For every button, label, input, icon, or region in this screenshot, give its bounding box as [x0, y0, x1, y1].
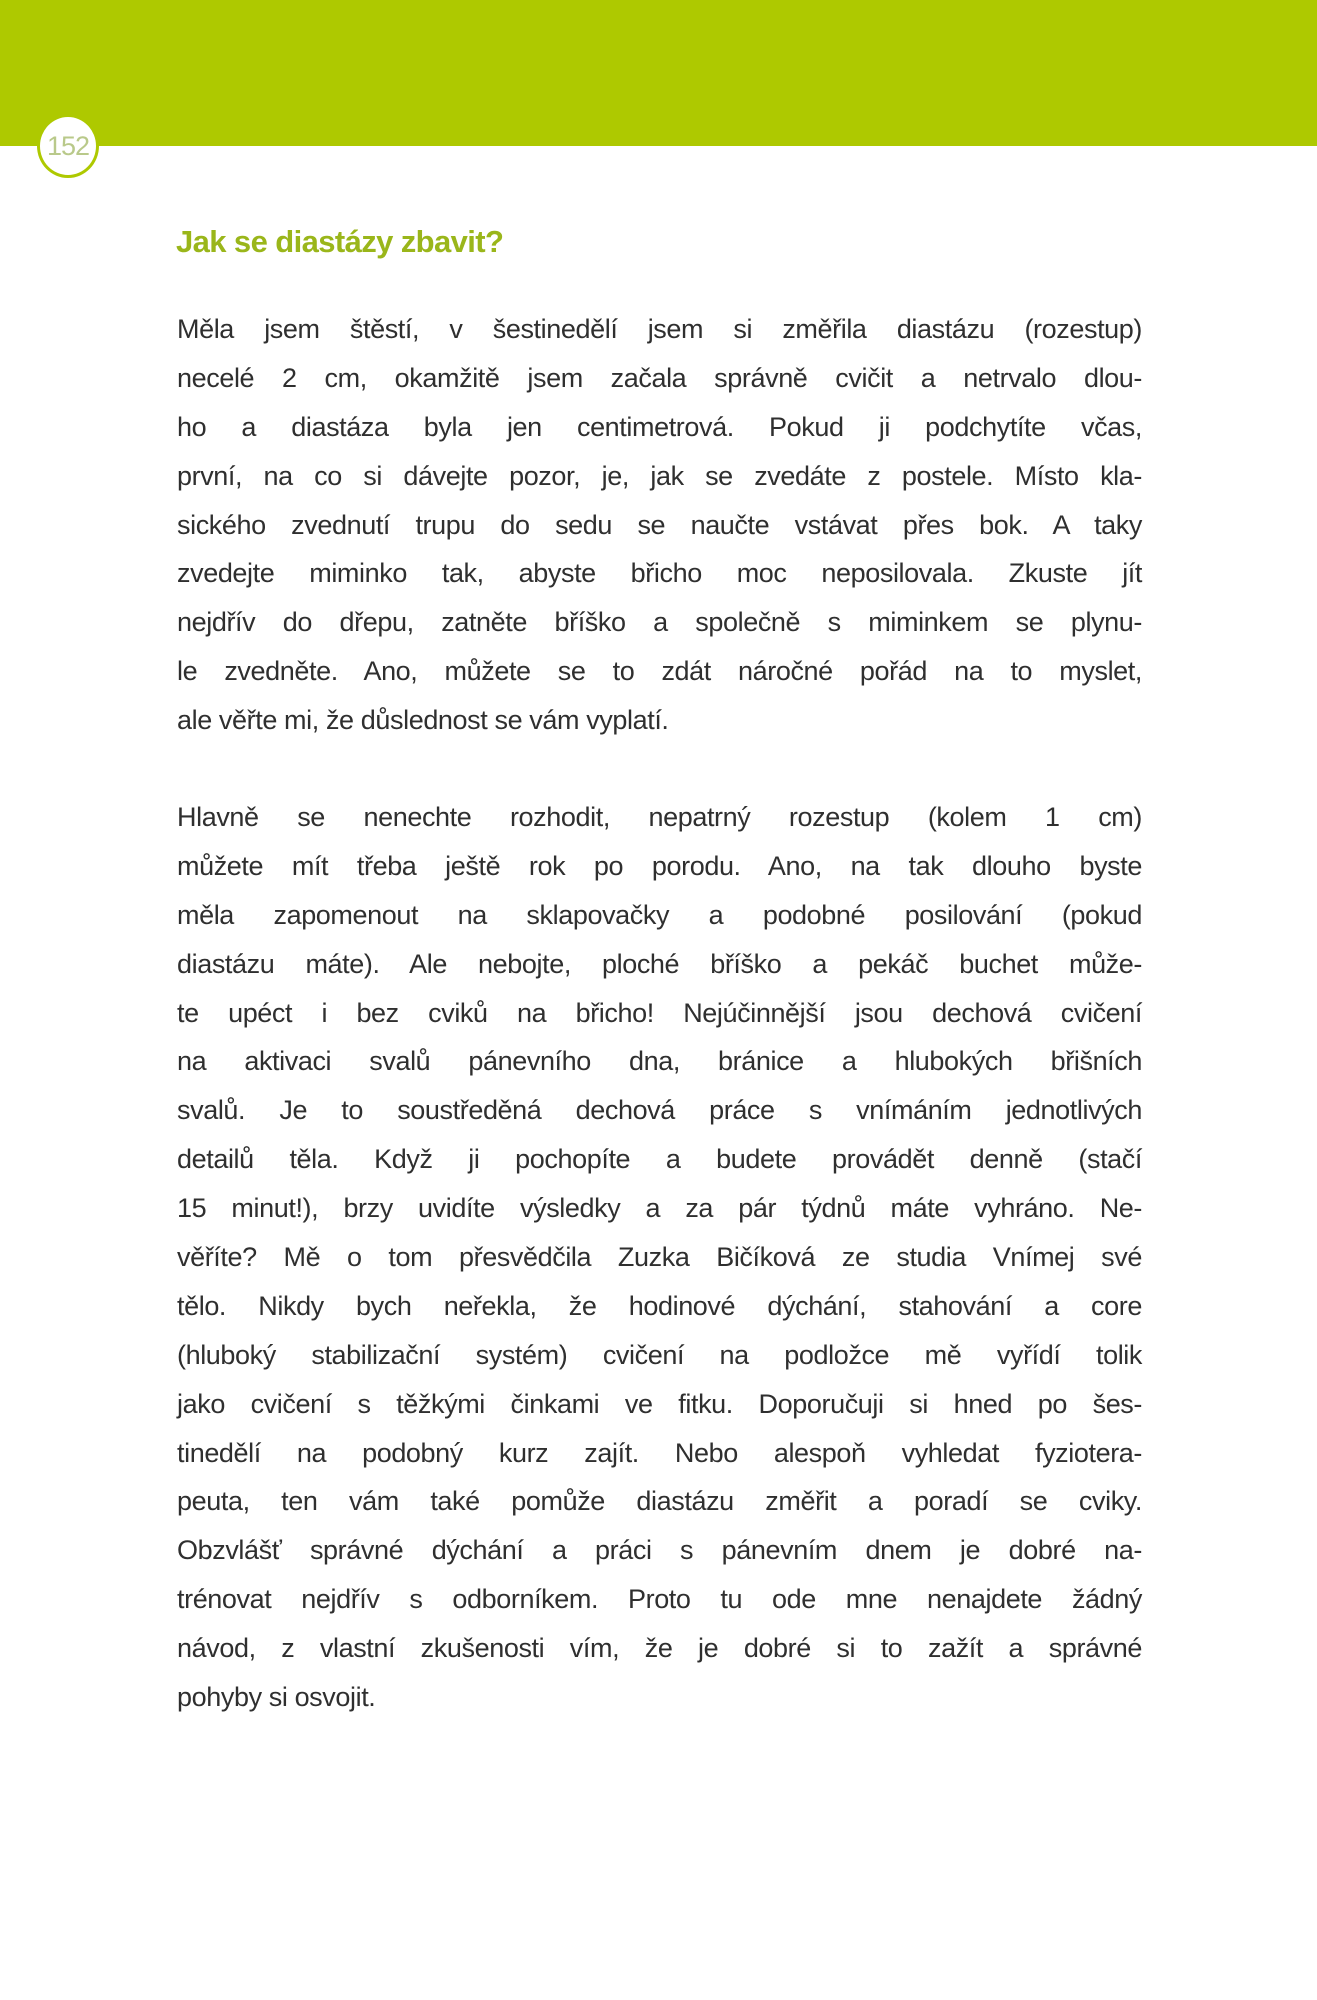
text-line: na aktivaci svalů pánevního dna, bránice a hlubokých břišních — [177, 1046, 1142, 1077]
text-line: první, na co si dávejte pozor, je, jak se zvedáte z postele. Místo kla- — [177, 460, 1142, 491]
text-line: sického zvednutí trupu do sedu se naučte vstávat přes bok. A taky — [177, 509, 1142, 540]
text-line: věříte? Mě o tom přesvědčila Zuzka Bičíková ze studia Vnímej své — [177, 1242, 1142, 1273]
text-line: tělo. Nikdy bych neřekla, že hodinové dýchání, stahování a core — [177, 1290, 1142, 1321]
paragraph-2 — [177, 793, 1142, 1722]
text-line: jako cvičení s těžkými činkami ve fitku. Doporučuji si hned po šes- — [177, 1388, 1142, 1419]
text-line: trénovat nejdřív s odborníkem. Proto tu ode mne nenajdete žádný — [177, 1584, 1142, 1615]
text-line: nejdřív do dřepu, zatněte bříško a společně s miminkem se plynu- — [177, 607, 1142, 638]
text-line: můžete mít třeba ještě rok po porodu. Ano, na tak dlouho byste — [177, 850, 1142, 881]
text-line: 15 minut!), brzy uvidíte výsledky a za pár týdnů máte vyhráno. Ne- — [177, 1193, 1142, 1224]
text-line: tinedělí na podobný kurz zajít. Nebo alespoň vyhledat fyziotera- — [177, 1437, 1142, 1468]
text-line: měla zapomenout na sklapovačky a podobné posilování (pokud — [177, 899, 1142, 930]
section-title: Jak se diastázy zbavit? — [176, 224, 504, 259]
text-line: svalů. Je to soustředěná dechová práce s vnímáním jednotlivých — [177, 1095, 1142, 1126]
text-line: (hluboký stabilizační systém) cvičení na podložce mě vyřídí tolik — [177, 1339, 1142, 1370]
text-line: te upéct i bez cviků na břicho! Nejúčinnější jsou dechová cvičení — [177, 997, 1142, 1028]
text-line: peuta, ten vám také pomůže diastázu změřit a poradí se cviky. — [177, 1486, 1142, 1517]
text-line: zvedejte miminko tak, abyste břicho moc neposilovala. Zkuste jít — [177, 558, 1142, 589]
header-band — [0, 0, 1317, 146]
text-line: necelé 2 cm, okamžitě jsem začala správně cvičit a netrvalo dlou- — [177, 362, 1142, 393]
text-line: ale věřte mi, že důslednost se vám vyplatí. — [177, 705, 669, 736]
text-line: diastázu máte). Ale nebojte, ploché bříško a pekáč buchet může- — [177, 948, 1142, 979]
paragraph-1 — [177, 305, 1142, 745]
text-line: Měla jsem štěstí, v šestinedělí jsem si změřila diastázu (rozestup) — [177, 314, 1142, 344]
text-line: návod, z vlastní zkušenosti vím, že je dobré si to zažít a správné — [177, 1633, 1142, 1664]
text-line: pohyby si osvojit. — [177, 1682, 376, 1713]
text-line: ho a diastáza byla jen centimetrová. Pokud ji podchytíte včas, — [177, 411, 1142, 442]
text-line: Obzvlášť správné dýchání a práci s pánevním dnem je dobré na- — [177, 1535, 1142, 1566]
text-line: detailů těla. Když ji pochopíte a budete provádět denně (stačí — [177, 1144, 1142, 1175]
text-line: Hlavně se nenechte rozhodit, nepatrný rozestup (kolem 1 cm) — [177, 802, 1142, 832]
page-number: 152 — [37, 114, 99, 178]
text-line: le zvedněte. Ano, můžete se to zdát náročné pořád na to myslet, — [177, 656, 1142, 687]
